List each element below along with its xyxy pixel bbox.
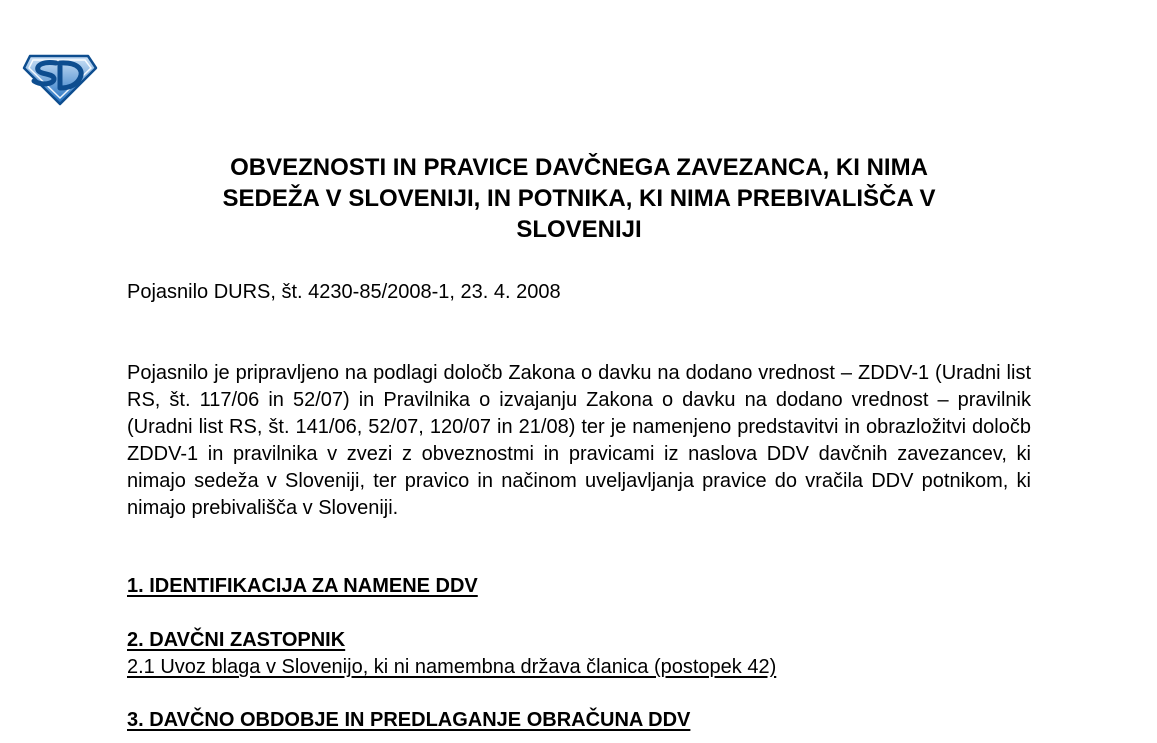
section-heading-tax-period[interactable]: 3. DAVČNO OBDOBJE IN PREDLAGANJE OBRAČUNA DDV xyxy=(127,709,691,731)
title-line-1: OBVEZNOSTI IN PRAVICE DAVČNEGA ZAVEZANCA, KI NIMA xyxy=(230,154,928,181)
sd-logo-icon xyxy=(20,48,98,106)
document-reference: Pojasnilo DURS, št. 4230-85/2008-1, 23. 4. 2008 xyxy=(127,281,561,303)
intro-paragraph: Pojasnilo je pripravljeno na podlagi določb Zakona o davku na dodano vrednost – ZDDV-1 (Uradni list RS, št. 117/06 in 52/07) in Pravilnika o izvajanju Zakona o davku na dodano vrednost – pravilnik (Uradni list RS, št. 141/06, 52/07, 120/07 in 21/08) ter je namenjeno predstavitvi in obrazložitvi določb ZDDV-1 in pravilnika v zvezi z obveznostmi in pravicami iz naslova DDV davčnih zavezancev, ki nimajo sedeža v Sloveniji, ter pravico in načinom uveljavljanja pravice do vračila DDV potnikom, ki nimajo prebivališča v Sloveniji. xyxy=(127,362,1031,519)
document-title xyxy=(127,152,1031,245)
title-line-2: SEDEŽA V SLOVENIJI, IN POTNIKA, KI NIMA PREBIVALIŠČA V xyxy=(222,185,936,212)
section-heading-identification[interactable]: 1. IDENTIFIKACIJA ZA NAMENE DDV xyxy=(127,575,478,597)
title-line-3: SLOVENIJI xyxy=(516,216,642,243)
subsection-link-import-procedure-42[interactable]: 2.1 Uvoz blaga v Slovenijo, ki ni namembna država članica (postopek 42) xyxy=(127,656,777,678)
section-heading-tax-representative[interactable]: 2. DAVČNI ZASTOPNIK xyxy=(127,629,346,651)
